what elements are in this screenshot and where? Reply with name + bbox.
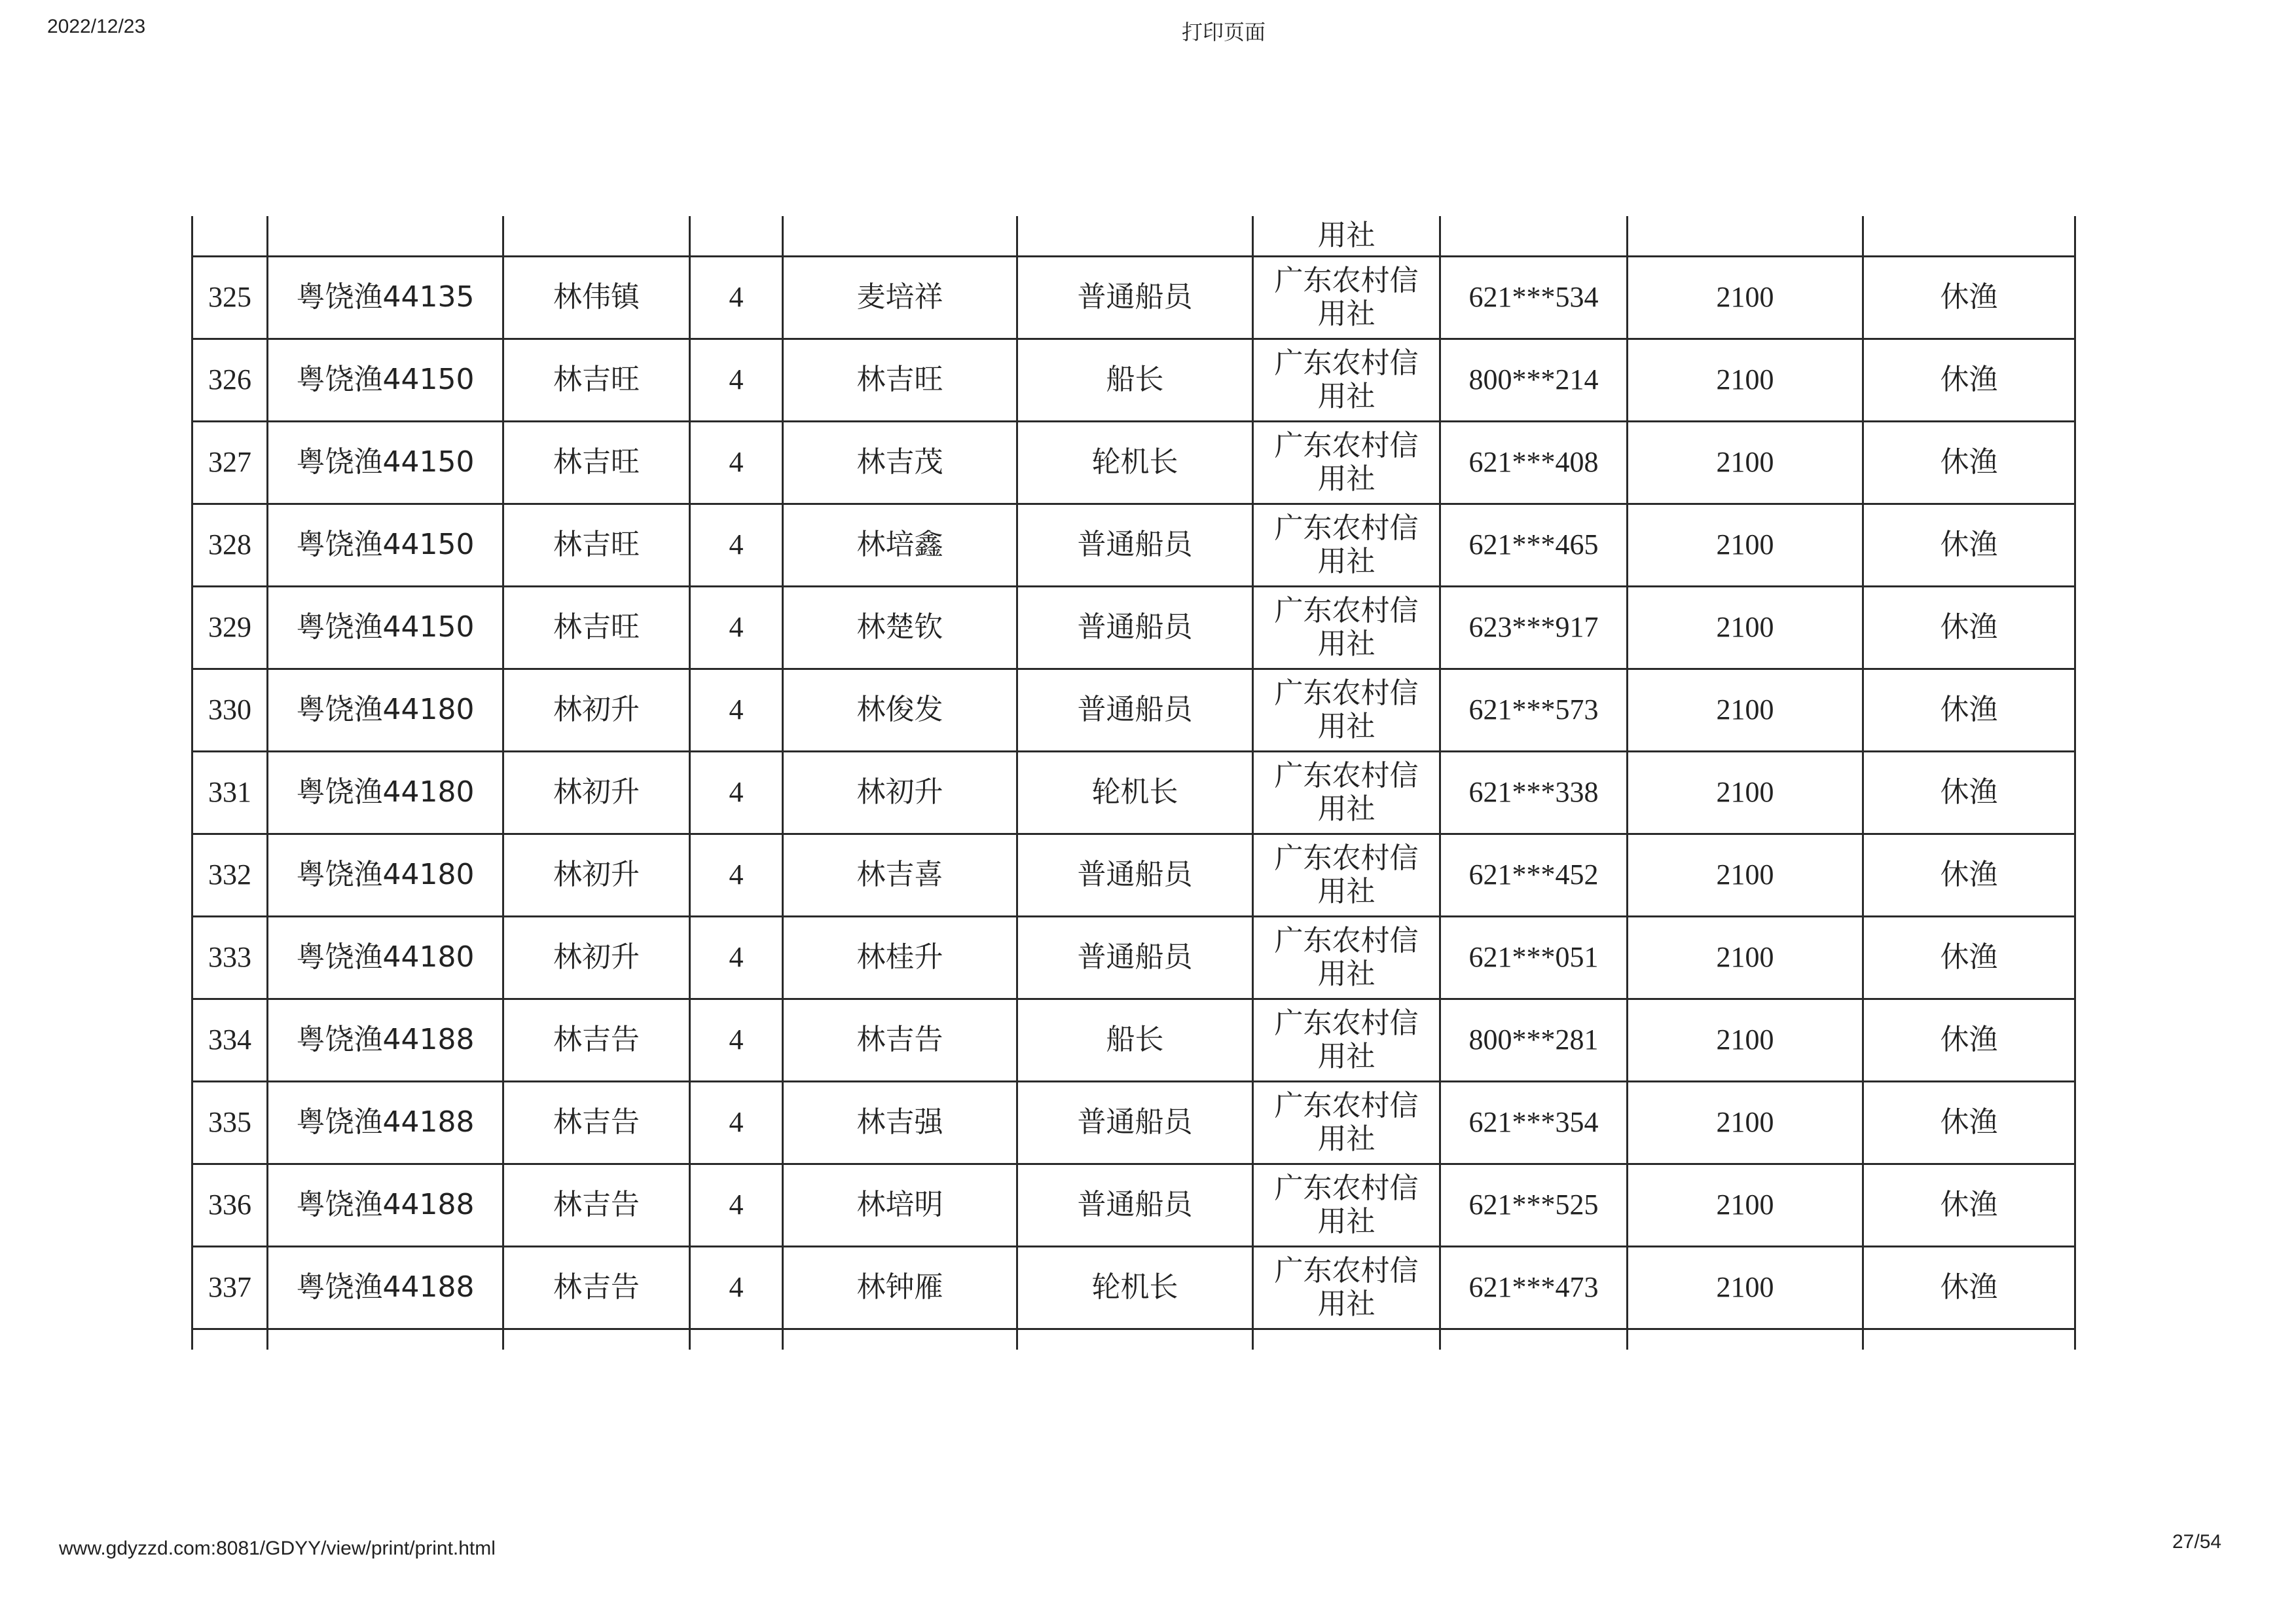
month-count: 4 <box>690 422 783 504</box>
bank-name <box>1253 834 1440 917</box>
account-number: 800***214 <box>1440 339 1628 422</box>
month-count: 4 <box>690 587 783 669</box>
crew-role: 普通船员 <box>1017 669 1253 752</box>
bank-name <box>1253 917 1440 999</box>
bank-name <box>1253 1082 1440 1164</box>
bank-name-line1: 广东农村信 <box>1274 1171 1419 1205</box>
table-row <box>192 834 2075 917</box>
crew-role: 船长 <box>1017 339 1253 422</box>
ship-number: 粤饶渔44150 <box>268 587 503 669</box>
bank-name-line1: 广东农村信 <box>1274 841 1419 875</box>
month-count: 4 <box>690 504 783 587</box>
bank-name-line1: 广东农村信 <box>1274 1006 1419 1040</box>
bank-name-line2: 用社 <box>1317 462 1376 496</box>
status: 休渔 <box>1863 257 2075 339</box>
status: 休渔 <box>1863 999 2075 1082</box>
bank-name <box>1253 669 1440 752</box>
continued-bank-cell: 用社 <box>1253 216 1440 257</box>
ship-number: 粤饶渔44135 <box>268 257 503 339</box>
account-number: 621***051 <box>1440 917 1628 999</box>
subsidy-amount: 2100 <box>1628 834 1863 917</box>
status: 休渔 <box>1863 1164 2075 1247</box>
crew-name: 林钟雁 <box>783 1247 1017 1329</box>
page-number: 27/54 <box>2172 1531 2222 1553</box>
bank-name-line2: 用社 <box>1317 709 1376 743</box>
crew-name: 林吉强 <box>783 1082 1017 1164</box>
status: 休渔 <box>1863 339 2075 422</box>
subsidy-amount: 2100 <box>1628 999 1863 1082</box>
table-row <box>192 999 2075 1082</box>
bank-name-line1: 广东农村信 <box>1274 1088 1419 1122</box>
crew-role: 普通船员 <box>1017 1164 1253 1247</box>
row-number: 329 <box>192 587 268 669</box>
crew-name: 林吉告 <box>783 999 1017 1082</box>
bank-name-line2: 用社 <box>1317 1122 1376 1156</box>
subsidy-amount: 2100 <box>1628 752 1863 834</box>
bank-name <box>1253 1247 1440 1329</box>
crew-name: 林初升 <box>783 752 1017 834</box>
bank-name-line1: 广东农村信 <box>1274 263 1419 297</box>
ship-owner: 林吉旺 <box>503 422 690 504</box>
bank-name <box>1253 257 1440 339</box>
crew-name: 林楚钦 <box>783 587 1017 669</box>
table-row <box>192 1082 2075 1164</box>
bank-name-line1: 广东农村信 <box>1274 428 1419 462</box>
bank-name-line1: 广东农村信 <box>1274 676 1419 710</box>
ship-number: 粤饶渔44150 <box>268 504 503 587</box>
ship-number: 粤饶渔44188 <box>268 1247 503 1329</box>
subsidy-amount: 2100 <box>1628 1082 1863 1164</box>
status: 休渔 <box>1863 504 2075 587</box>
row-number: 326 <box>192 339 268 422</box>
subsidy-amount: 2100 <box>1628 422 1863 504</box>
table-row <box>192 1164 2075 1247</box>
row-number: 330 <box>192 669 268 752</box>
continued-row <box>192 216 2075 257</box>
ship-number: 粤饶渔44188 <box>268 1164 503 1247</box>
bank-name-line1: 广东农村信 <box>1274 923 1419 957</box>
account-number: 621***573 <box>1440 669 1628 752</box>
bank-name-line2: 用社 <box>1317 627 1376 661</box>
ship-number: 粤饶渔44188 <box>268 1082 503 1164</box>
subsidy-amount: 2100 <box>1628 1247 1863 1329</box>
subsidy-amount: 2100 <box>1628 669 1863 752</box>
ship-owner: 林初升 <box>503 669 690 752</box>
page-title: 打印页面 <box>1182 20 1266 45</box>
status: 休渔 <box>1863 1082 2075 1164</box>
bank-name-line1: 广东农村信 <box>1274 758 1419 792</box>
month-count: 4 <box>690 834 783 917</box>
table-row <box>192 257 2075 339</box>
ship-number: 粤饶渔44180 <box>268 917 503 999</box>
row-number: 327 <box>192 422 268 504</box>
account-number: 621***338 <box>1440 752 1628 834</box>
crew-name: 林俊发 <box>783 669 1017 752</box>
crew-name: 林吉旺 <box>783 339 1017 422</box>
table-row <box>192 669 2075 752</box>
bank-name-line2: 用社 <box>1317 874 1376 908</box>
crew-name: 林吉茂 <box>783 422 1017 504</box>
bank-name-line1: 广东农村信 <box>1274 511 1419 545</box>
bank-name-line1: 广东农村信 <box>1274 1253 1419 1287</box>
account-number: 621***534 <box>1440 257 1628 339</box>
subsidy-table <box>191 216 2076 1350</box>
crew-role: 船长 <box>1017 999 1253 1082</box>
crew-name: 林培鑫 <box>783 504 1017 587</box>
ship-number: 粤饶渔44188 <box>268 999 503 1082</box>
table-row <box>192 422 2075 504</box>
crew-role: 普通船员 <box>1017 1082 1253 1164</box>
ship-number: 粤饶渔44180 <box>268 752 503 834</box>
ship-number: 粤饶渔44180 <box>268 834 503 917</box>
bank-name-line2: 用社 <box>1317 1287 1376 1321</box>
bank-name-line2: 用社 <box>1317 1039 1376 1073</box>
ship-owner: 林吉告 <box>503 1164 690 1247</box>
status: 休渔 <box>1863 587 2075 669</box>
status: 休渔 <box>1863 917 2075 999</box>
status: 休渔 <box>1863 834 2075 917</box>
ship-owner: 林伟镇 <box>503 257 690 339</box>
bank-name <box>1253 422 1440 504</box>
ship-owner: 林初升 <box>503 834 690 917</box>
crew-role: 普通船员 <box>1017 504 1253 587</box>
table-continuation <box>192 1329 2075 1350</box>
ship-number: 粤饶渔44150 <box>268 422 503 504</box>
table-row <box>192 339 2075 422</box>
month-count: 4 <box>690 1164 783 1247</box>
crew-role: 普通船员 <box>1017 257 1253 339</box>
bank-name <box>1253 752 1440 834</box>
crew-name: 林培明 <box>783 1164 1017 1247</box>
subsidy-amount: 2100 <box>1628 587 1863 669</box>
row-number: 328 <box>192 504 268 587</box>
row-number: 331 <box>192 752 268 834</box>
bank-name-line1: 广东农村信 <box>1274 346 1419 380</box>
ship-owner: 林吉旺 <box>503 339 690 422</box>
bank-name-line2: 用社 <box>1317 379 1376 413</box>
month-count: 4 <box>690 339 783 422</box>
table-row <box>192 752 2075 834</box>
month-count: 4 <box>690 1247 783 1329</box>
bank-name-line2: 用社 <box>1317 297 1376 331</box>
account-number: 800***281 <box>1440 999 1628 1082</box>
print-date: 2022/12/23 <box>47 16 146 37</box>
crew-name: 麦培祥 <box>783 257 1017 339</box>
subsidy-amount: 2100 <box>1628 257 1863 339</box>
row-number: 336 <box>192 1164 268 1247</box>
crew-name: 林桂升 <box>783 917 1017 999</box>
subsidy-amount: 2100 <box>1628 504 1863 587</box>
crew-role: 轮机长 <box>1017 752 1253 834</box>
ship-owner: 林吉告 <box>503 999 690 1082</box>
bank-name <box>1253 587 1440 669</box>
crew-role: 轮机长 <box>1017 1247 1253 1329</box>
table-row <box>192 587 2075 669</box>
bank-name-line2: 用社 <box>1317 957 1376 991</box>
crew-role: 普通船员 <box>1017 834 1253 917</box>
ship-owner: 林吉旺 <box>503 504 690 587</box>
month-count: 4 <box>690 999 783 1082</box>
bank-name-line2: 用社 <box>1317 792 1376 826</box>
ship-owner: 林初升 <box>503 917 690 999</box>
status: 休渔 <box>1863 752 2075 834</box>
bank-name <box>1253 339 1440 422</box>
table-row <box>192 504 2075 587</box>
account-number: 621***452 <box>1440 834 1628 917</box>
month-count: 4 <box>690 669 783 752</box>
subsidy-amount: 2100 <box>1628 917 1863 999</box>
row-number: 334 <box>192 999 268 1082</box>
ship-owner: 林吉告 <box>503 1082 690 1164</box>
status: 休渔 <box>1863 669 2075 752</box>
account-number: 621***473 <box>1440 1247 1628 1329</box>
table-row <box>192 917 2075 999</box>
subsidy-amount: 2100 <box>1628 339 1863 422</box>
bank-name <box>1253 1164 1440 1247</box>
account-number: 621***354 <box>1440 1082 1628 1164</box>
bank-name <box>1253 504 1440 587</box>
ship-number: 粤饶渔44180 <box>268 669 503 752</box>
bank-name <box>1253 999 1440 1082</box>
row-number: 332 <box>192 834 268 917</box>
crew-role: 轮机长 <box>1017 422 1253 504</box>
month-count: 4 <box>690 752 783 834</box>
ship-owner: 林初升 <box>503 752 690 834</box>
table-row <box>192 1247 2075 1329</box>
ship-owner: 林吉旺 <box>503 587 690 669</box>
status: 休渔 <box>1863 1247 2075 1329</box>
crew-role: 普通船员 <box>1017 917 1253 999</box>
page-url: www.gdyzzd.com:8081/GDYY/view/print/print.html <box>59 1538 496 1559</box>
crew-name: 林吉喜 <box>783 834 1017 917</box>
bank-name-line2: 用社 <box>1317 544 1376 578</box>
row-number: 325 <box>192 257 268 339</box>
month-count: 4 <box>690 917 783 999</box>
bank-name-line1: 广东农村信 <box>1274 593 1419 627</box>
ship-owner: 林吉告 <box>503 1247 690 1329</box>
row-number: 333 <box>192 917 268 999</box>
status: 休渔 <box>1863 422 2075 504</box>
account-number: 623***917 <box>1440 587 1628 669</box>
bank-name-line2: 用社 <box>1317 1204 1376 1238</box>
crew-role: 普通船员 <box>1017 587 1253 669</box>
account-number: 621***465 <box>1440 504 1628 587</box>
account-number: 621***408 <box>1440 422 1628 504</box>
account-number: 621***525 <box>1440 1164 1628 1247</box>
row-number: 335 <box>192 1082 268 1164</box>
month-count: 4 <box>690 1082 783 1164</box>
month-count: 4 <box>690 257 783 339</box>
subsidy-amount: 2100 <box>1628 1164 1863 1247</box>
ship-number: 粤饶渔44150 <box>268 339 503 422</box>
row-number: 337 <box>192 1247 268 1329</box>
